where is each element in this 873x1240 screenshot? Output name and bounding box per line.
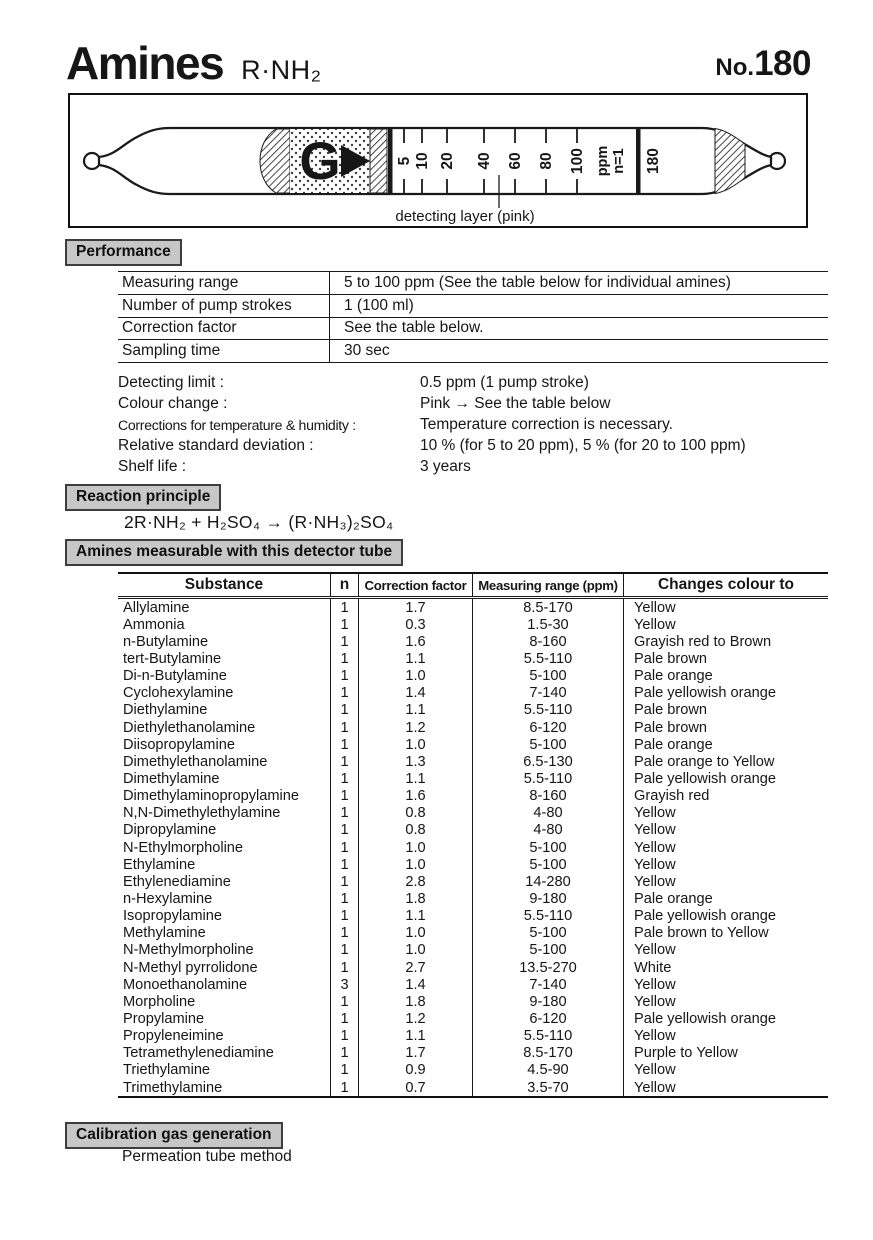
amines-table-row xyxy=(118,942,828,959)
scale-label: 20 xyxy=(439,152,456,170)
performance-detail-label: Relative standard deviation : xyxy=(118,436,314,454)
amines-table-row xyxy=(118,822,828,839)
amines-cell: 1 xyxy=(331,839,359,856)
amines-table-row xyxy=(118,736,828,753)
amines-cell: 1.1 xyxy=(359,770,473,787)
amines-table-row xyxy=(118,873,828,890)
amines-cell: 1 xyxy=(331,719,359,736)
performance-detail-value: 0.5 ppm (1 pump stroke) xyxy=(420,374,589,392)
amines-cell: 2.7 xyxy=(359,959,473,976)
amines-cell: 5-100 xyxy=(473,942,624,959)
amines-cell: Pale yellowish orange xyxy=(634,1010,776,1027)
amines-cell: 5.5-110 xyxy=(473,908,624,925)
amines-cell: Diisopropylamine xyxy=(118,736,331,753)
amines-cell: Propylamine xyxy=(118,1010,331,1027)
amines-cell: Yellow xyxy=(634,1079,676,1096)
amines-cell: 1.0 xyxy=(359,736,473,753)
scale-label: 60 xyxy=(507,152,524,170)
amines-cell: 1 xyxy=(331,788,359,805)
amines-cell: 1 xyxy=(331,736,359,753)
performance-row-label: Measuring range xyxy=(118,272,330,294)
amines-cell: Trimethylamine xyxy=(118,1079,331,1096)
scale-label: 5 xyxy=(396,156,413,166)
amines-table-row xyxy=(118,925,828,942)
performance-detail-value: 10 % (for 5 to 20 ppm), 5 % (for 20 to 100 ppm) xyxy=(420,436,746,454)
amines-cell: Pale brown xyxy=(634,719,708,736)
amines-table-row xyxy=(118,685,828,702)
column-header-substance: Substance xyxy=(118,574,331,596)
amines-cell: 1 xyxy=(331,856,359,873)
brand-g-logo: G xyxy=(299,132,341,191)
amines-cell: 1.1 xyxy=(359,702,473,719)
tube-seal-line xyxy=(388,128,393,194)
amines-table-header xyxy=(118,574,828,599)
amines-table-body xyxy=(118,599,828,1096)
amines-cell: 5-100 xyxy=(473,736,624,753)
amines-cell: 7-140 xyxy=(473,685,624,702)
tube-body-outline xyxy=(99,128,771,194)
amines-cell: 5.5-110 xyxy=(473,650,624,667)
amines-cell: 1 xyxy=(331,805,359,822)
amines-cell: Purple to Yellow xyxy=(634,1045,738,1062)
amines-cell: Pale yellowish orange xyxy=(634,908,776,925)
amines-table-row xyxy=(118,668,828,685)
amines-cell: 1.4 xyxy=(359,685,473,702)
amines-cell: Yellow xyxy=(634,942,676,959)
amines-cell: Morpholine xyxy=(118,993,331,1010)
amines-cell: Di-n-Butylamine xyxy=(118,668,331,685)
amines-cell: 1.2 xyxy=(359,1010,473,1027)
tube-number-value: 180 xyxy=(754,44,811,83)
reaction-equation: 2R·NH₂ + H₂SO₄ → (R·NH₃)₂SO₄ xyxy=(124,512,394,532)
amines-cell: 0.7 xyxy=(359,1079,473,1096)
amines-cell: 5-100 xyxy=(473,668,624,685)
amines-cell: 2.8 xyxy=(359,873,473,890)
tube-right-hatch-plug xyxy=(715,129,745,194)
amines-cell: Pale orange xyxy=(634,890,713,907)
performance-row-label: Correction factor xyxy=(118,318,330,340)
amines-cell: 1 xyxy=(331,685,359,702)
amines-cell: 1 xyxy=(331,993,359,1010)
amines-cell: Ethylenediamine xyxy=(118,873,331,890)
amines-table-row xyxy=(118,839,828,856)
amines-cell: Pale orange xyxy=(634,736,713,753)
amines-cell: 8-160 xyxy=(473,633,624,650)
amines-cell: N-Ethylmorpholine xyxy=(118,839,331,856)
amines-table-row xyxy=(118,599,828,616)
performance-row xyxy=(118,318,828,341)
scale-label: 100 xyxy=(569,148,586,174)
amines-cell: 0.3 xyxy=(359,616,473,633)
amines-cell: Pale yellowish orange xyxy=(634,685,776,702)
amines-table-row xyxy=(118,788,828,805)
performance-row xyxy=(118,295,828,318)
amines-cell: 1.1 xyxy=(359,1028,473,1045)
amines-cell: 1.6 xyxy=(359,633,473,650)
performance-row-label: Sampling time xyxy=(118,340,330,362)
amines-table-row xyxy=(118,805,828,822)
amines-cell: 3 xyxy=(331,976,359,993)
amines-cell: 6-120 xyxy=(473,1010,624,1027)
performance-detail-label: Corrections for temperature & humidity : xyxy=(118,416,356,433)
amines-table-row xyxy=(118,1079,828,1096)
amines-cell: 0.8 xyxy=(359,805,473,822)
amines-cell: Isopropylamine xyxy=(118,908,331,925)
amines-cell: Yellow xyxy=(634,856,676,873)
amines-cell: Yellow xyxy=(634,873,676,890)
amines-table-row xyxy=(118,1010,828,1027)
tube-inner-hatch-band xyxy=(370,129,387,193)
column-header-changes-colour-to: Changes colour to xyxy=(657,576,795,593)
performance-row-value: 1 (100 ml) xyxy=(344,296,414,314)
scale-label: 10 xyxy=(414,152,431,170)
amines-cell: 1 xyxy=(331,1045,359,1062)
calibration-method: Permeation tube method xyxy=(122,1148,292,1165)
amines-cell: Ethylamine xyxy=(118,856,331,873)
amines-cell: Monoethanolamine xyxy=(118,976,331,993)
page-title: Amines xyxy=(66,37,224,89)
amines-cell: Dimethylamine xyxy=(118,770,331,787)
amines-cell: Pale orange xyxy=(634,668,713,685)
performance-row-label: Number of pump strokes xyxy=(118,295,330,317)
amines-cell: Dipropylamine xyxy=(118,822,331,839)
amines-cell: 8-160 xyxy=(473,788,624,805)
amines-cell: 1 xyxy=(331,942,359,959)
amines-cell: Allylamine xyxy=(118,599,331,616)
performance-table xyxy=(118,271,828,363)
amines-cell: Dimethylethanolamine xyxy=(118,753,331,770)
amines-cell: 9-180 xyxy=(473,890,624,907)
amines-table-row xyxy=(118,993,828,1010)
amines-cell: Yellow xyxy=(634,839,676,856)
scale-label: 80 xyxy=(538,152,555,170)
amines-cell: 1 xyxy=(331,908,359,925)
amines-cell: Triethylamine xyxy=(118,1062,331,1079)
amines-table-row xyxy=(118,976,828,993)
amines-cell: Pale orange to Yellow xyxy=(634,753,775,770)
chemical-formula: R·NH₂ xyxy=(241,55,322,85)
amines-table-row xyxy=(118,856,828,873)
amines-cell: 5-100 xyxy=(473,839,624,856)
amines-table-row xyxy=(118,702,828,719)
amines-cell: Diethylamine xyxy=(118,702,331,719)
amines-cell: 1 xyxy=(331,925,359,942)
amines-table xyxy=(118,572,828,1098)
amines-cell: Yellow xyxy=(634,822,676,839)
amines-cell: 1.5-30 xyxy=(473,616,624,633)
amines-cell: 6.5-130 xyxy=(473,753,624,770)
performance-details xyxy=(118,373,830,477)
amines-cell: Tetramethylenediamine xyxy=(118,1045,331,1062)
scale-label: 40 xyxy=(476,152,493,170)
amines-cell: Cyclohexylamine xyxy=(118,685,331,702)
amines-cell: 1.3 xyxy=(359,753,473,770)
amines-cell: tert-Butylamine xyxy=(118,650,331,667)
amines-cell: Pale brown xyxy=(634,650,708,667)
amines-cell: 1 xyxy=(331,959,359,976)
amines-cell: 5-100 xyxy=(473,856,624,873)
amines-table-row xyxy=(118,1045,828,1062)
amines-cell: Grayish red xyxy=(634,788,710,805)
performance-detail-label: Colour change : xyxy=(118,395,228,413)
performance-row xyxy=(118,340,828,363)
amines-cell: 5.5-110 xyxy=(473,702,624,719)
amines-cell: 8.5-170 xyxy=(473,1045,624,1062)
amines-cell: 13.5-270 xyxy=(473,959,624,976)
amines-cell: 1 xyxy=(331,1062,359,1079)
amines-cell: 1 xyxy=(331,890,359,907)
amines-cell: 3.5-70 xyxy=(473,1079,624,1096)
performance-detail-row xyxy=(118,373,830,394)
performance-detail-row xyxy=(118,435,830,456)
amines-cell: Pale brown to Yellow xyxy=(634,925,769,942)
amines-cell: White xyxy=(634,959,672,976)
pump-stroke-label: n=1 xyxy=(611,148,627,174)
performance-row-value: 30 sec xyxy=(344,342,390,360)
amines-cell: 1.0 xyxy=(359,668,473,685)
performance-row-value: See the table below. xyxy=(344,319,484,337)
amines-cell: 1.6 xyxy=(359,788,473,805)
amines-cell: 1.1 xyxy=(359,908,473,925)
amines-cell: 1 xyxy=(331,873,359,890)
tube-end-label: 180 xyxy=(645,148,662,174)
tube-diagram-box xyxy=(68,93,808,228)
performance-row xyxy=(118,272,828,295)
amines-cell: Yellow xyxy=(634,599,676,616)
amines-cell: 1.7 xyxy=(359,1045,473,1062)
amines-cell: n-Butylamine xyxy=(118,633,331,650)
amines-cell: 1.8 xyxy=(359,993,473,1010)
amines-cell: Yellow xyxy=(634,805,676,822)
amines-cell: 7-140 xyxy=(473,976,624,993)
performance-detail-value: 3 years xyxy=(420,457,471,475)
amines-table-row xyxy=(118,908,828,925)
performance-detail-label: Detecting limit : xyxy=(118,374,224,392)
amines-table-row xyxy=(118,616,828,633)
amines-cell: 5.5-110 xyxy=(473,1028,624,1045)
amines-cell: Dimethylaminopropylamine xyxy=(118,788,331,805)
amines-cell: 1 xyxy=(331,1010,359,1027)
amines-cell: 1 xyxy=(331,753,359,770)
amines-cell: N-Methylmorpholine xyxy=(118,942,331,959)
amines-table-row xyxy=(118,959,828,976)
performance-row-value: 5 to 100 ppm (See the table below for individual amines) xyxy=(344,273,731,291)
amines-table-row xyxy=(118,770,828,787)
amines-table-row xyxy=(118,890,828,907)
document-header xyxy=(66,36,322,90)
amines-cell: n-Hexylamine xyxy=(118,890,331,907)
amines-table-row xyxy=(118,753,828,770)
amines-cell: N,N-Dimethylethylamine xyxy=(118,805,331,822)
amines-table-row xyxy=(118,1028,828,1045)
amines-cell: Yellow xyxy=(634,976,676,993)
amines-cell: 1 xyxy=(331,668,359,685)
amines-cell: N-Methyl pyrrolidone xyxy=(118,959,331,976)
amines-cell: Pale yellowish orange xyxy=(634,770,776,787)
amines-cell: 9-180 xyxy=(473,993,624,1010)
amines-cell: Grayish red to Brown xyxy=(634,633,772,650)
amines-cell: 1.8 xyxy=(359,890,473,907)
tube-seal-line-2 xyxy=(636,128,641,194)
amines-cell: 1 xyxy=(331,1079,359,1096)
performance-detail-value: Temperature correction is necessary. xyxy=(420,415,673,433)
tube-number xyxy=(715,44,811,84)
amines-cell: 1.0 xyxy=(359,839,473,856)
amines-cell: 8.5-170 xyxy=(473,599,624,616)
performance-detail-row xyxy=(118,415,830,436)
amines-cell: 1 xyxy=(331,633,359,650)
amines-cell: 1 xyxy=(331,822,359,839)
amines-cell: Diethylethanolamine xyxy=(118,719,331,736)
column-header-measuring-range: Measuring range (ppm) xyxy=(473,574,624,596)
section-header-reaction-principle: Reaction principle xyxy=(65,484,221,511)
amines-cell: 1 xyxy=(331,650,359,667)
amines-cell: Yellow xyxy=(634,1062,676,1079)
amines-cell: 14-280 xyxy=(473,873,624,890)
amines-cell: 4-80 xyxy=(473,822,624,839)
amines-cell: Ammonia xyxy=(118,616,331,633)
amines-cell: 1 xyxy=(331,770,359,787)
amines-cell: 1 xyxy=(331,616,359,633)
amines-cell: 1.4 xyxy=(359,976,473,993)
amines-cell: 4.5-90 xyxy=(473,1062,624,1079)
detecting-layer-caption: detecting layer (pink) xyxy=(395,208,535,225)
amines-table-row xyxy=(118,650,828,667)
performance-detail-row xyxy=(118,456,830,477)
amines-cell: 1 xyxy=(331,599,359,616)
amines-cell: 6-120 xyxy=(473,719,624,736)
section-header-performance: Performance xyxy=(65,239,182,266)
amines-cell: Yellow xyxy=(634,616,676,633)
amines-cell: Yellow xyxy=(634,993,676,1010)
amines-cell: 5-100 xyxy=(473,925,624,942)
column-header-n: n xyxy=(331,574,359,596)
amines-cell: 4-80 xyxy=(473,805,624,822)
amines-cell: 5.5-110 xyxy=(473,770,624,787)
section-header-calibration: Calibration gas generation xyxy=(65,1122,283,1149)
amines-cell: 0.8 xyxy=(359,822,473,839)
column-header-correction-factor: Correction factor xyxy=(359,574,473,596)
amines-table-row xyxy=(118,633,828,650)
performance-detail-value: Pink → See the table below xyxy=(420,395,611,413)
amines-cell: Methylamine xyxy=(118,925,331,942)
performance-detail-row xyxy=(118,394,830,415)
amines-cell: 1 xyxy=(331,1028,359,1045)
section-header-amines-table: Amines measurable with this detector tube xyxy=(65,539,403,566)
amines-cell: 1.7 xyxy=(359,599,473,616)
amines-cell: Pale brown xyxy=(634,702,708,719)
amines-cell: 1.0 xyxy=(359,856,473,873)
unit-label: ppm xyxy=(595,145,611,177)
amines-cell: 1.2 xyxy=(359,719,473,736)
tube-left-tip xyxy=(84,153,100,169)
amines-cell: 1.1 xyxy=(359,650,473,667)
amines-cell: Propyleneimine xyxy=(118,1028,331,1045)
amines-cell: 1.0 xyxy=(359,942,473,959)
amines-table-row xyxy=(118,1062,828,1079)
amines-cell: 1.0 xyxy=(359,925,473,942)
amines-cell: Yellow xyxy=(634,1028,676,1045)
amines-cell: 1 xyxy=(331,702,359,719)
performance-detail-label: Shelf life : xyxy=(118,457,187,475)
amines-table-row xyxy=(118,719,828,736)
amines-cell: 0.9 xyxy=(359,1062,473,1079)
detector-tube-illustration xyxy=(70,95,806,226)
tube-number-prefix: No. xyxy=(715,54,755,81)
